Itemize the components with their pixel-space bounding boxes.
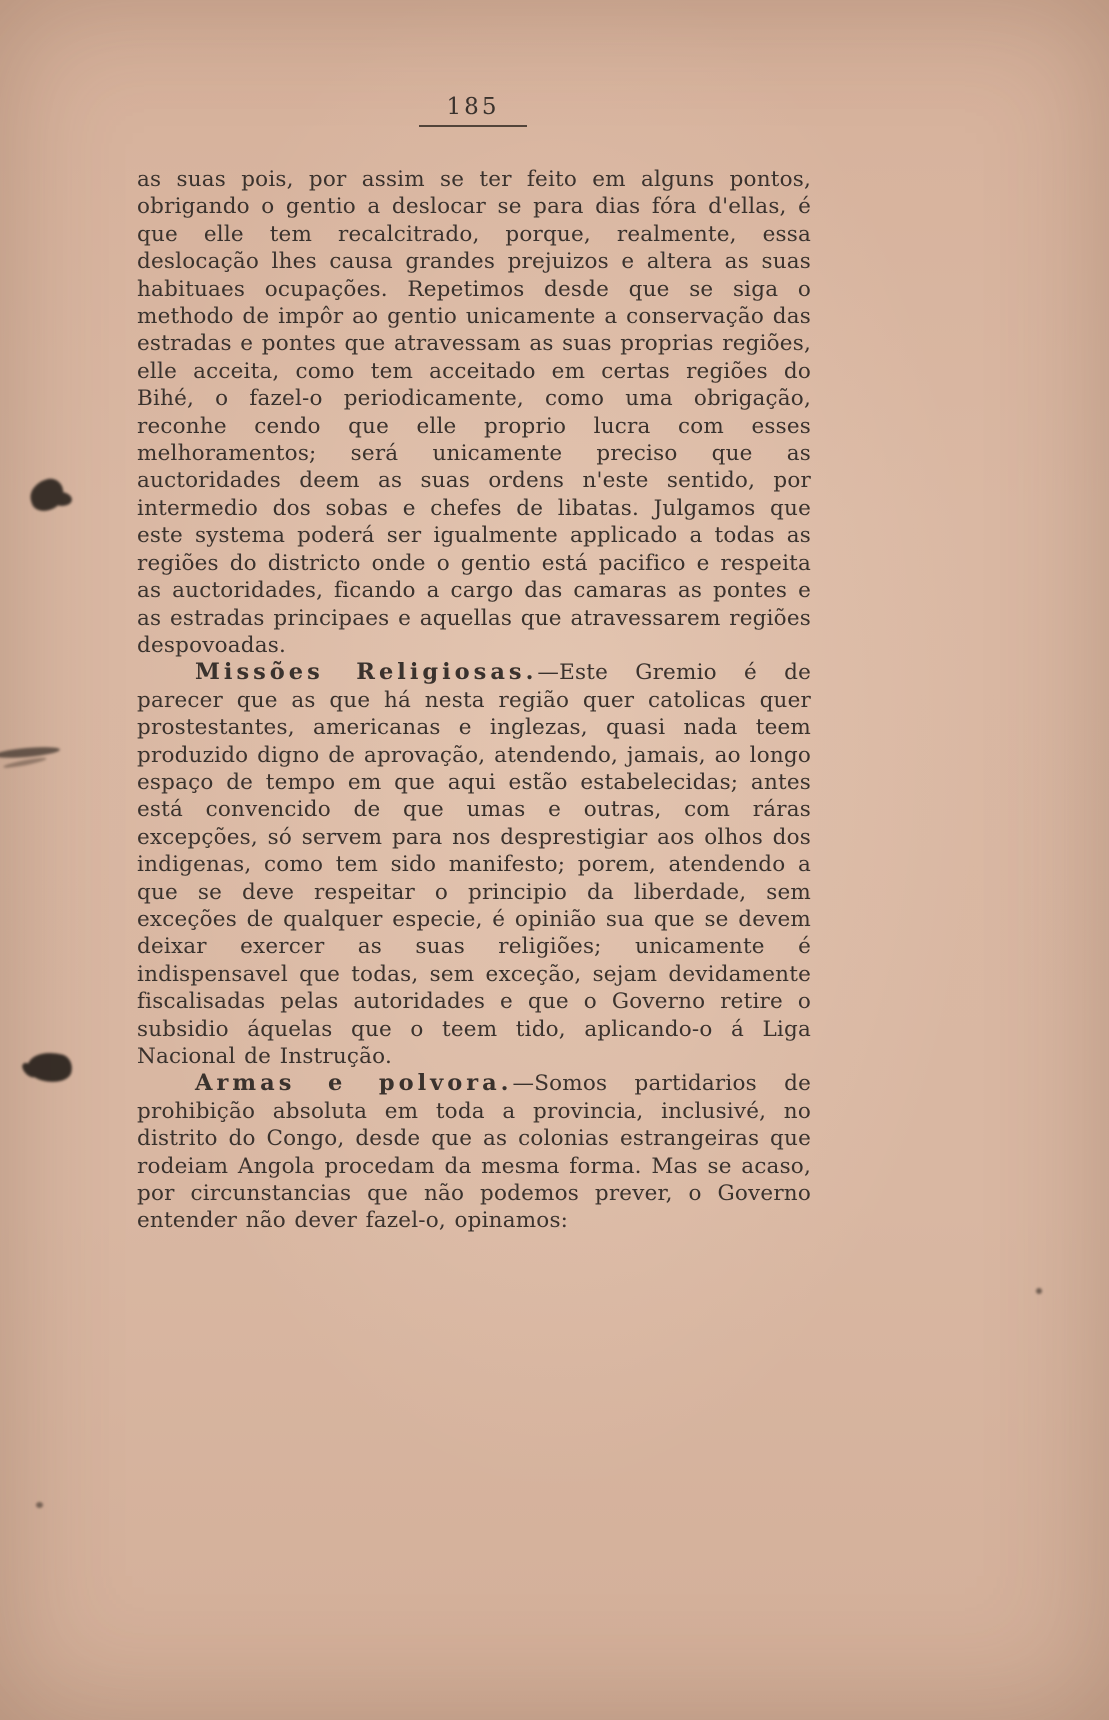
paragraph-continuation <box>137 166 811 659</box>
ink-smudge-icon <box>25 1047 75 1087</box>
page-number: 185 <box>419 94 528 127</box>
paragraph-armas-e-polvora <box>137 1070 811 1234</box>
paragraph-text: as suas pois, por assim se ter feito em alguns pontos, obrigando o gentio a deslocar se para dias fóra d'ellas, é que elle tem recalcitrado, porque, realmente, essa deslocação lhes causa grandes prejuizos e altera as suas habituaes ocupações. Repetimos desde que se siga o methodo de impôr ao gentio unicamente a conservação das estradas e pontes que atravessam as suas proprias regiões, elle acceita, como tem acceitado em certas regiões do Bihé, o fazel-o periodicamente, como uma obrigação, reconhe cendo que elle proprio lucra com esses melhoramentos; será unicamente preciso que as auctoridades deem as suas ordens n'este sentido, por intermedio dos sobas e chefes de libatas. Julgamos que este systema poderá ser igualmente applicado a todas as regiões do districto onde o gentio está pacifico e respeita as auctoridades, ficando a cargo das camaras as pontes e as estradas principaes e aquellas que atravessarem regiões despovoadas. <box>137 167 811 658</box>
section-heading-armas-e-polvora: Armas e polvora. <box>195 1070 513 1097</box>
ink-smudge-icon <box>26 475 68 514</box>
ink-smudge-icon <box>0 745 60 760</box>
page-header <box>137 94 809 127</box>
paragraph-missoes-religiosas <box>137 659 811 1070</box>
paragraph-text: —Este Gremio é de parecer que as que há nesta região quer catolicas quer prostestantes, americanas e inglezas, quasi nada teem produzido digno de aprovação, atendendo, jamais, ao longo espaço de tempo em que aqui estão estabelecidas; antes está convencido de que umas e outras, com ráras excepções, só servem para nos desprestigiar aos olhos dos indigenas, como tem sido manifesto; porem, atendendo a que se deve respeitar o principio da liberdade, sem exceções de qualquer especie, é opinião sua que se devem deixar exercer as suas religiões; unicamente é indispensavel que todas, sem exceção, sejam devidamente fiscalisadas pelas autoridades e que o Governo retire o subsidio áquelas que o teem tido, aplicando-o á Liga Nacional de Instrução. <box>137 660 811 1069</box>
section-heading-missoes-religiosas: Missões Religiosas. <box>195 659 538 686</box>
ink-speck-icon <box>36 1502 43 1508</box>
paragraph-text: —Somos partidarios de prohibição absoluta em toda a provincia, inclusivé, no distrito do Congo, desde que as colonias estrangeiras que rodeiam Angola procedam da mesma forma. Mas se acaso, por circunstancias que não podemos prever, o Governo entender não dever fazel-o, opinamos: <box>137 1071 811 1234</box>
ink-speck-icon <box>1036 1288 1042 1294</box>
page-text-block <box>137 166 811 1235</box>
